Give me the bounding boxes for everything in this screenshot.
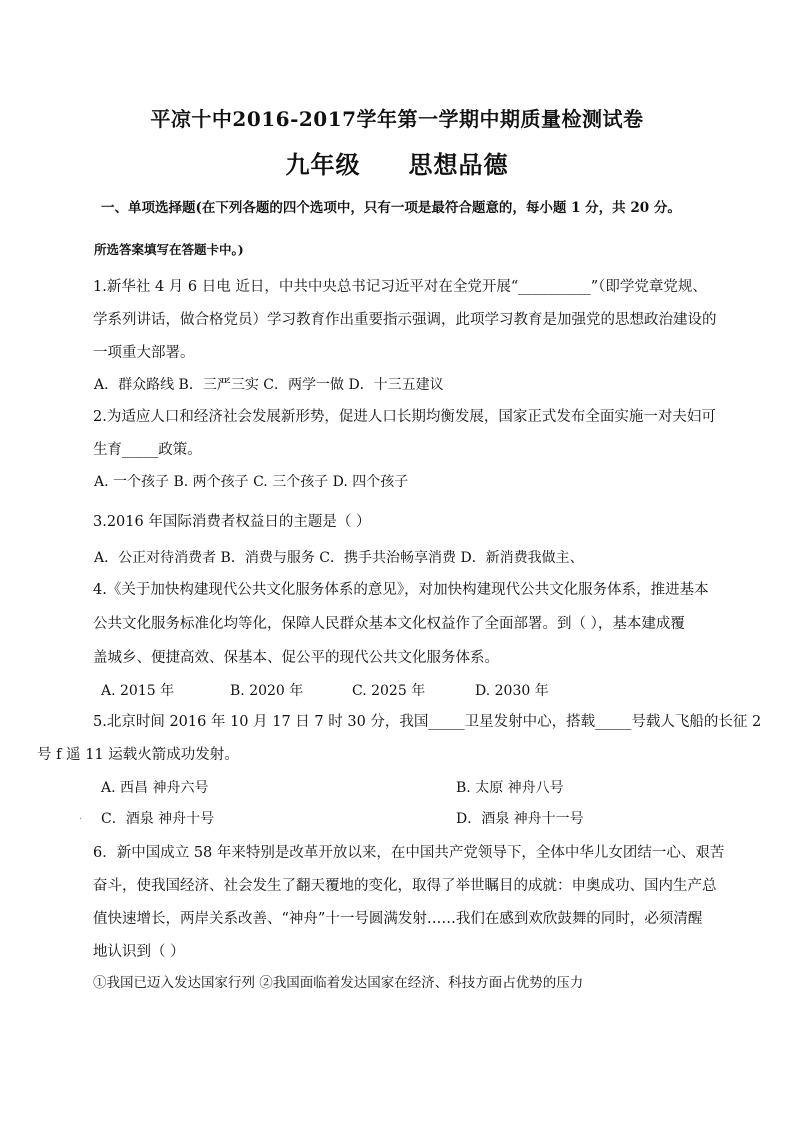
q1-line3: 一项重大部署。 bbox=[93, 345, 195, 361]
q6-statements: ①我国已迈入发达国家行列 ②我国面临着发达国家在经济、科技方面占优势的压力 bbox=[93, 975, 584, 991]
q6-line2: 奋斗，使我国经济、社会发生了翻天覆地的变化，取得了举世瞩目的成就：申奥成功、国内生产总 bbox=[93, 878, 717, 894]
q5-line1: 5.北京时间 2016 年 10 月 17 日 7 时 30 分，我国_____卫星发射中心，搭载_____号载人飞船的长征 2 bbox=[93, 714, 762, 730]
q5-option-c: C．酒泉 神舟十号 bbox=[101, 811, 215, 827]
q2-line2: 生育_____政策。 bbox=[93, 442, 202, 458]
q5-line2: 号 f 遥 11 运载火箭成功发射。 bbox=[37, 747, 239, 763]
q6-line1: 6．新中国成立 58 年来特别是改革开放以来，在中国共产党领导下，全体中华儿女团结一心、艰苦 bbox=[93, 845, 725, 861]
q3-options: A．公正对待消费者 B．消费与服务 C．携手共治畅享消费 D．新消费我做主、 bbox=[94, 550, 584, 566]
q4-option-d: D. 2030 年 bbox=[475, 683, 549, 699]
exam-subtitle bbox=[0, 145, 794, 180]
q4-line2: 公共文化服务标准化均等化，保障人民群众基本文化权益作了全面部署。到（ ），基本建成覆 bbox=[93, 616, 685, 632]
q1-line1: 1.新华社 4 月 6 日电 近日，中共中央总书记习近平对在全党开展“__________”（即学党章党规、 bbox=[93, 279, 707, 295]
subject-label: 思想品德 bbox=[408, 150, 509, 179]
stray-dot: . bbox=[79, 811, 83, 822]
grade-label: 九年级 bbox=[285, 150, 361, 179]
q4-line3: 盖城乡、便捷高效、保基本、促公平的现代公共文化服务体系。 bbox=[93, 650, 499, 666]
q4-option-c: C. 2025 年 bbox=[352, 683, 426, 699]
q5-option-a: A. 西昌 神舟六号 bbox=[101, 780, 209, 796]
q5-option-d: D．酒泉 神舟十一号 bbox=[456, 811, 584, 827]
q1-line2: 学系列讲话，做合格党员）学习教育作出重要指示强调，此项学习教育是加强党的思想政治建设的 bbox=[93, 312, 717, 328]
q6-line3: 值快速增长，两岸关系改善、“神舟”十一号圆满发射……我们在感到欢欣鼓舞的同时，必须清醒 bbox=[93, 911, 703, 927]
q5-option-b: B. 太原 神舟八号 bbox=[456, 780, 564, 796]
exam-title: 平凉十中2016-2017学年第一学期中期质量检测试卷 bbox=[150, 107, 644, 131]
q4-line1: 4.《关于加快构建现代公共文化服务体系的意见》，对加快构建现代公共文化服务体系，推进基本 bbox=[93, 582, 709, 598]
q2-options: A. 一个孩子 B. 两个孩子 C. 三个孩子 D. 四个孩子 bbox=[94, 474, 409, 490]
q1-options: A．群众路线 B．三严三实 C．两学一做 D．十三五建议 bbox=[94, 377, 444, 393]
section-heading: 一、单项选择题(在下列各题的四个选项中，只有一项是最符合题意的，每小题 1 分，共 20 分。 bbox=[101, 200, 681, 216]
q4-option-a: A. 2015 年 bbox=[101, 683, 175, 699]
q4-option-b: B. 2020 年 bbox=[230, 683, 304, 699]
q2-line1: 2.为适应人口和经济社会发展新形势，促进人口长期均衡发展，国家正式发布全面实施一对夫妇可 bbox=[93, 409, 716, 425]
q6-line4: 地认识到（ ） bbox=[93, 944, 185, 960]
section-instruction: 所选答案填写在答题卡中。) bbox=[94, 242, 244, 257]
q3-line1: 3.2016 年国际消费者权益日的主题是（ ） bbox=[93, 514, 371, 530]
